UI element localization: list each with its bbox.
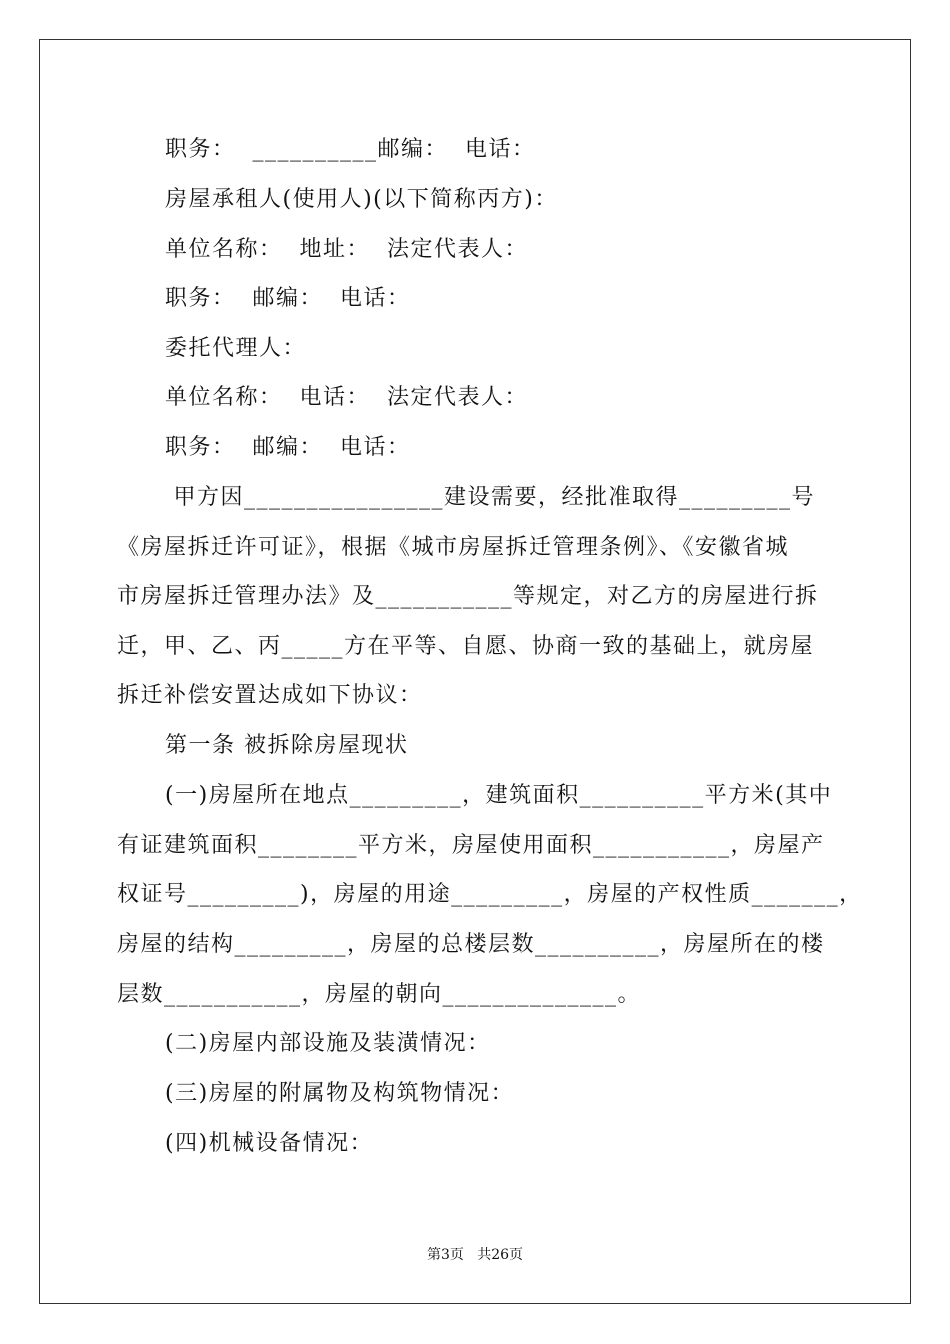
text-line: 拆迁补偿安置达成如下协议： [117, 683, 423, 708]
text-line: 迁，甲、乙、丙_____方在平等、自愿、协商一致的基础上，就房屋 [117, 634, 815, 659]
text-line: (四)机械设备情况： [165, 1131, 374, 1156]
text-line: 权证号_________)，房屋的用途_________，房屋的产权性质_______， [117, 882, 863, 907]
text-line: 层数___________，房屋的朝向______________。 [117, 982, 642, 1007]
text-line: 甲方因________________建设需要，经批准取得_________号 [165, 485, 815, 510]
text-line: (一)房屋所在地点_________，建筑面积__________平方米(其中 [165, 783, 833, 808]
section-heading: 第一条 被拆除房屋现状 [165, 733, 409, 758]
text-line: 单位名称： 地址： 法定代表人： [165, 237, 528, 262]
text-line: (三)房屋的附属物及构筑物情况： [165, 1081, 515, 1106]
text-line: 职务： 邮编： 电话： [165, 435, 411, 460]
text-line: 市房屋拆迁管理办法》及___________等规定，对乙方的房屋进行拆 [117, 584, 819, 609]
text-line: 职务： __________邮编： 电话： [165, 137, 536, 162]
page-border [39, 39, 911, 1304]
text-line: 单位名称： 电话： 法定代表人： [165, 385, 528, 410]
text-line: 房屋的结构_________，房屋的总楼层数__________，房屋所在的楼 [117, 932, 825, 957]
page-number-footer: 第3页 共26页 [426, 1247, 524, 1263]
text-line: 委托代理人： [165, 336, 307, 361]
text-line: 有证建筑面积________平方米，房屋使用面积___________，房屋产 [117, 833, 825, 858]
text-line: 房屋承租人(使用人)(以下简称丙方)： [165, 187, 558, 212]
text-line: 职务： 邮编： 电话： [165, 286, 411, 311]
text-line: 《房屋拆迁许可证》，根据《城市房屋拆迁管理条例》、《安徽省城 [117, 535, 790, 560]
text-line: (二)房屋内部设施及装潢情况： [165, 1031, 491, 1056]
